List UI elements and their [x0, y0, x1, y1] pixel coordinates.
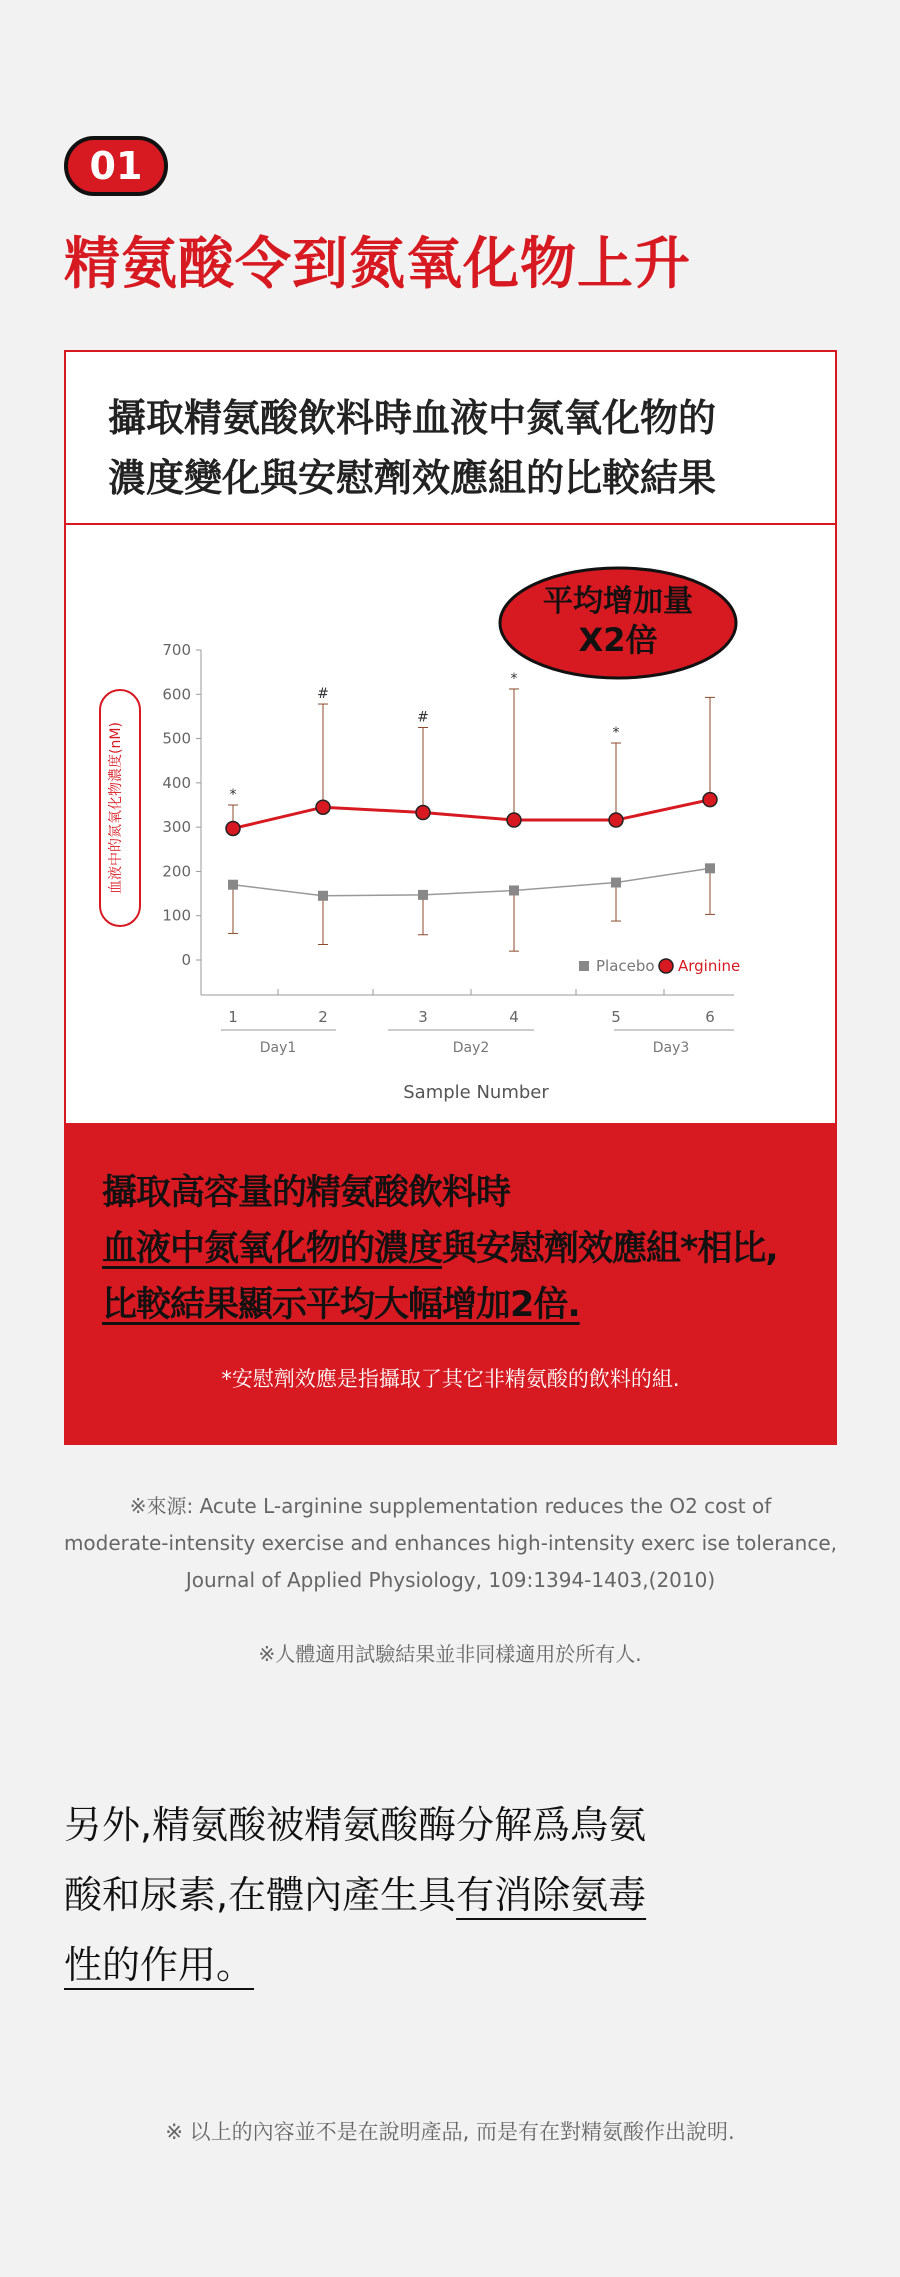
description-line2-plain: 酸和尿素,在體內產生具	[64, 1873, 457, 1917]
results-disclaimer: ※人體適用試驗結果並非同樣適用於所有人.	[258, 1642, 642, 1666]
significance-marker: *	[510, 670, 518, 687]
y-tick-label: 600	[162, 685, 191, 704]
arginine-point	[316, 800, 330, 814]
x-tick-label: 2	[318, 1008, 328, 1026]
conclusion-line3-text: 比較結果顯示平均大幅增加2倍.	[102, 1285, 580, 1325]
significance-marker: *	[229, 787, 237, 803]
placebo-point	[318, 891, 328, 901]
product-disclaimer: ※ 以上的內容並不是在說明產品, 而是有在對精氨酸作出說明.	[165, 2120, 735, 2144]
card-heading-line1: 攝取精氨酸飲料時血液中氮氧化物的	[108, 396, 717, 440]
average-increase-callout	[500, 568, 736, 678]
description-line2-underlined: 有消除氨毒	[456, 1873, 647, 1917]
placebo-footnote: *安慰劑效應是指攝取了其它非精氨酸的飲料的組.	[221, 1367, 680, 1391]
comparison-card	[64, 350, 837, 1445]
nitric-oxide-chart	[66, 525, 835, 1123]
y-tick-label: 100	[162, 906, 191, 925]
day-group-label: Day3	[652, 1040, 690, 1056]
x-tick-label: 5	[611, 1008, 621, 1026]
description-line1: 另外,精氨酸被精氨酸酶分解爲鳥氨	[64, 1803, 647, 1847]
placebo-point	[418, 890, 428, 900]
conclusion-rest-text: 與安慰劑效應組*相比,	[442, 1229, 778, 1269]
x-tick-label: 4	[509, 1008, 519, 1026]
conclusion-underlined-text: 血液中氮氧化物的濃度	[102, 1229, 443, 1269]
x-axis-title: Sample Number	[403, 1082, 549, 1103]
placebo-point	[228, 880, 238, 890]
section-number-badge: 01	[64, 136, 168, 196]
day-group-label: Day1	[259, 1040, 297, 1056]
y-tick-label: 500	[162, 729, 191, 748]
placebo-point	[705, 863, 715, 873]
arginine-legend-marker	[659, 959, 673, 973]
placebo-point	[611, 878, 621, 888]
card-heading	[66, 352, 835, 525]
placebo-series-line	[233, 868, 710, 895]
x-tick-label: 1	[228, 1008, 238, 1026]
placebo-point	[509, 885, 519, 895]
y-tick-label: 300	[162, 818, 191, 837]
arginine-point	[703, 793, 717, 807]
description-line3	[64, 1930, 646, 2000]
placebo-legend-label: Placebo	[596, 957, 655, 975]
y-axis-label: 血液中的氮氧化物濃度(nM)	[108, 722, 124, 894]
description-line2	[64, 1860, 646, 1930]
conclusion-line1: 攝取高容量的精氨酸飲料時	[102, 1173, 511, 1213]
source-line1: ※來源: Acute L-arginine supplementation reduces the O2 cost of	[129, 1494, 772, 1518]
conclusion-line3	[102, 1277, 835, 1333]
conclusion-line2	[102, 1221, 835, 1277]
arginine-point	[416, 806, 430, 820]
description-line3-underlined: 性的作用。	[64, 1943, 255, 1987]
y-tick-label: 200	[162, 862, 191, 881]
source-line2: moderate-intensity exercise and enhances high-intensity exerc ise tolerance,	[63, 1531, 838, 1555]
arginine-series-line	[233, 800, 710, 829]
x-tick-label: 6	[705, 1008, 715, 1026]
source-citation	[60, 1488, 841, 1599]
callout-line2: X2倍	[578, 621, 658, 659]
description-text	[64, 1790, 646, 2000]
x-tick-label: 3	[418, 1008, 428, 1026]
y-axis-label-box	[100, 690, 140, 926]
y-tick-label: 400	[162, 773, 191, 792]
day-group-label: Day2	[452, 1040, 490, 1056]
y-tick-label: 0	[181, 951, 191, 969]
significance-marker: *	[612, 725, 620, 741]
arginine-point	[609, 813, 623, 827]
card-heading-line2: 濃度變化與安慰劑效應組的比較結果	[108, 456, 717, 500]
chart-area	[66, 525, 835, 1123]
arginine-legend-label: Arginine	[678, 957, 741, 975]
arginine-point	[226, 821, 240, 835]
arginine-point	[507, 813, 521, 827]
significance-marker: #	[417, 709, 429, 726]
section-title: 精氨酸令到氮氧化物上升	[64, 232, 691, 297]
placebo-legend-marker	[579, 961, 589, 971]
y-tick-label: 700	[162, 641, 191, 659]
significance-marker: #	[317, 686, 329, 703]
conclusion-box	[66, 1123, 835, 1445]
source-line3: Journal of Applied Physiology, 109:1394-1403,(2010)	[185, 1568, 716, 1592]
callout-line1: 平均增加量	[543, 584, 693, 619]
